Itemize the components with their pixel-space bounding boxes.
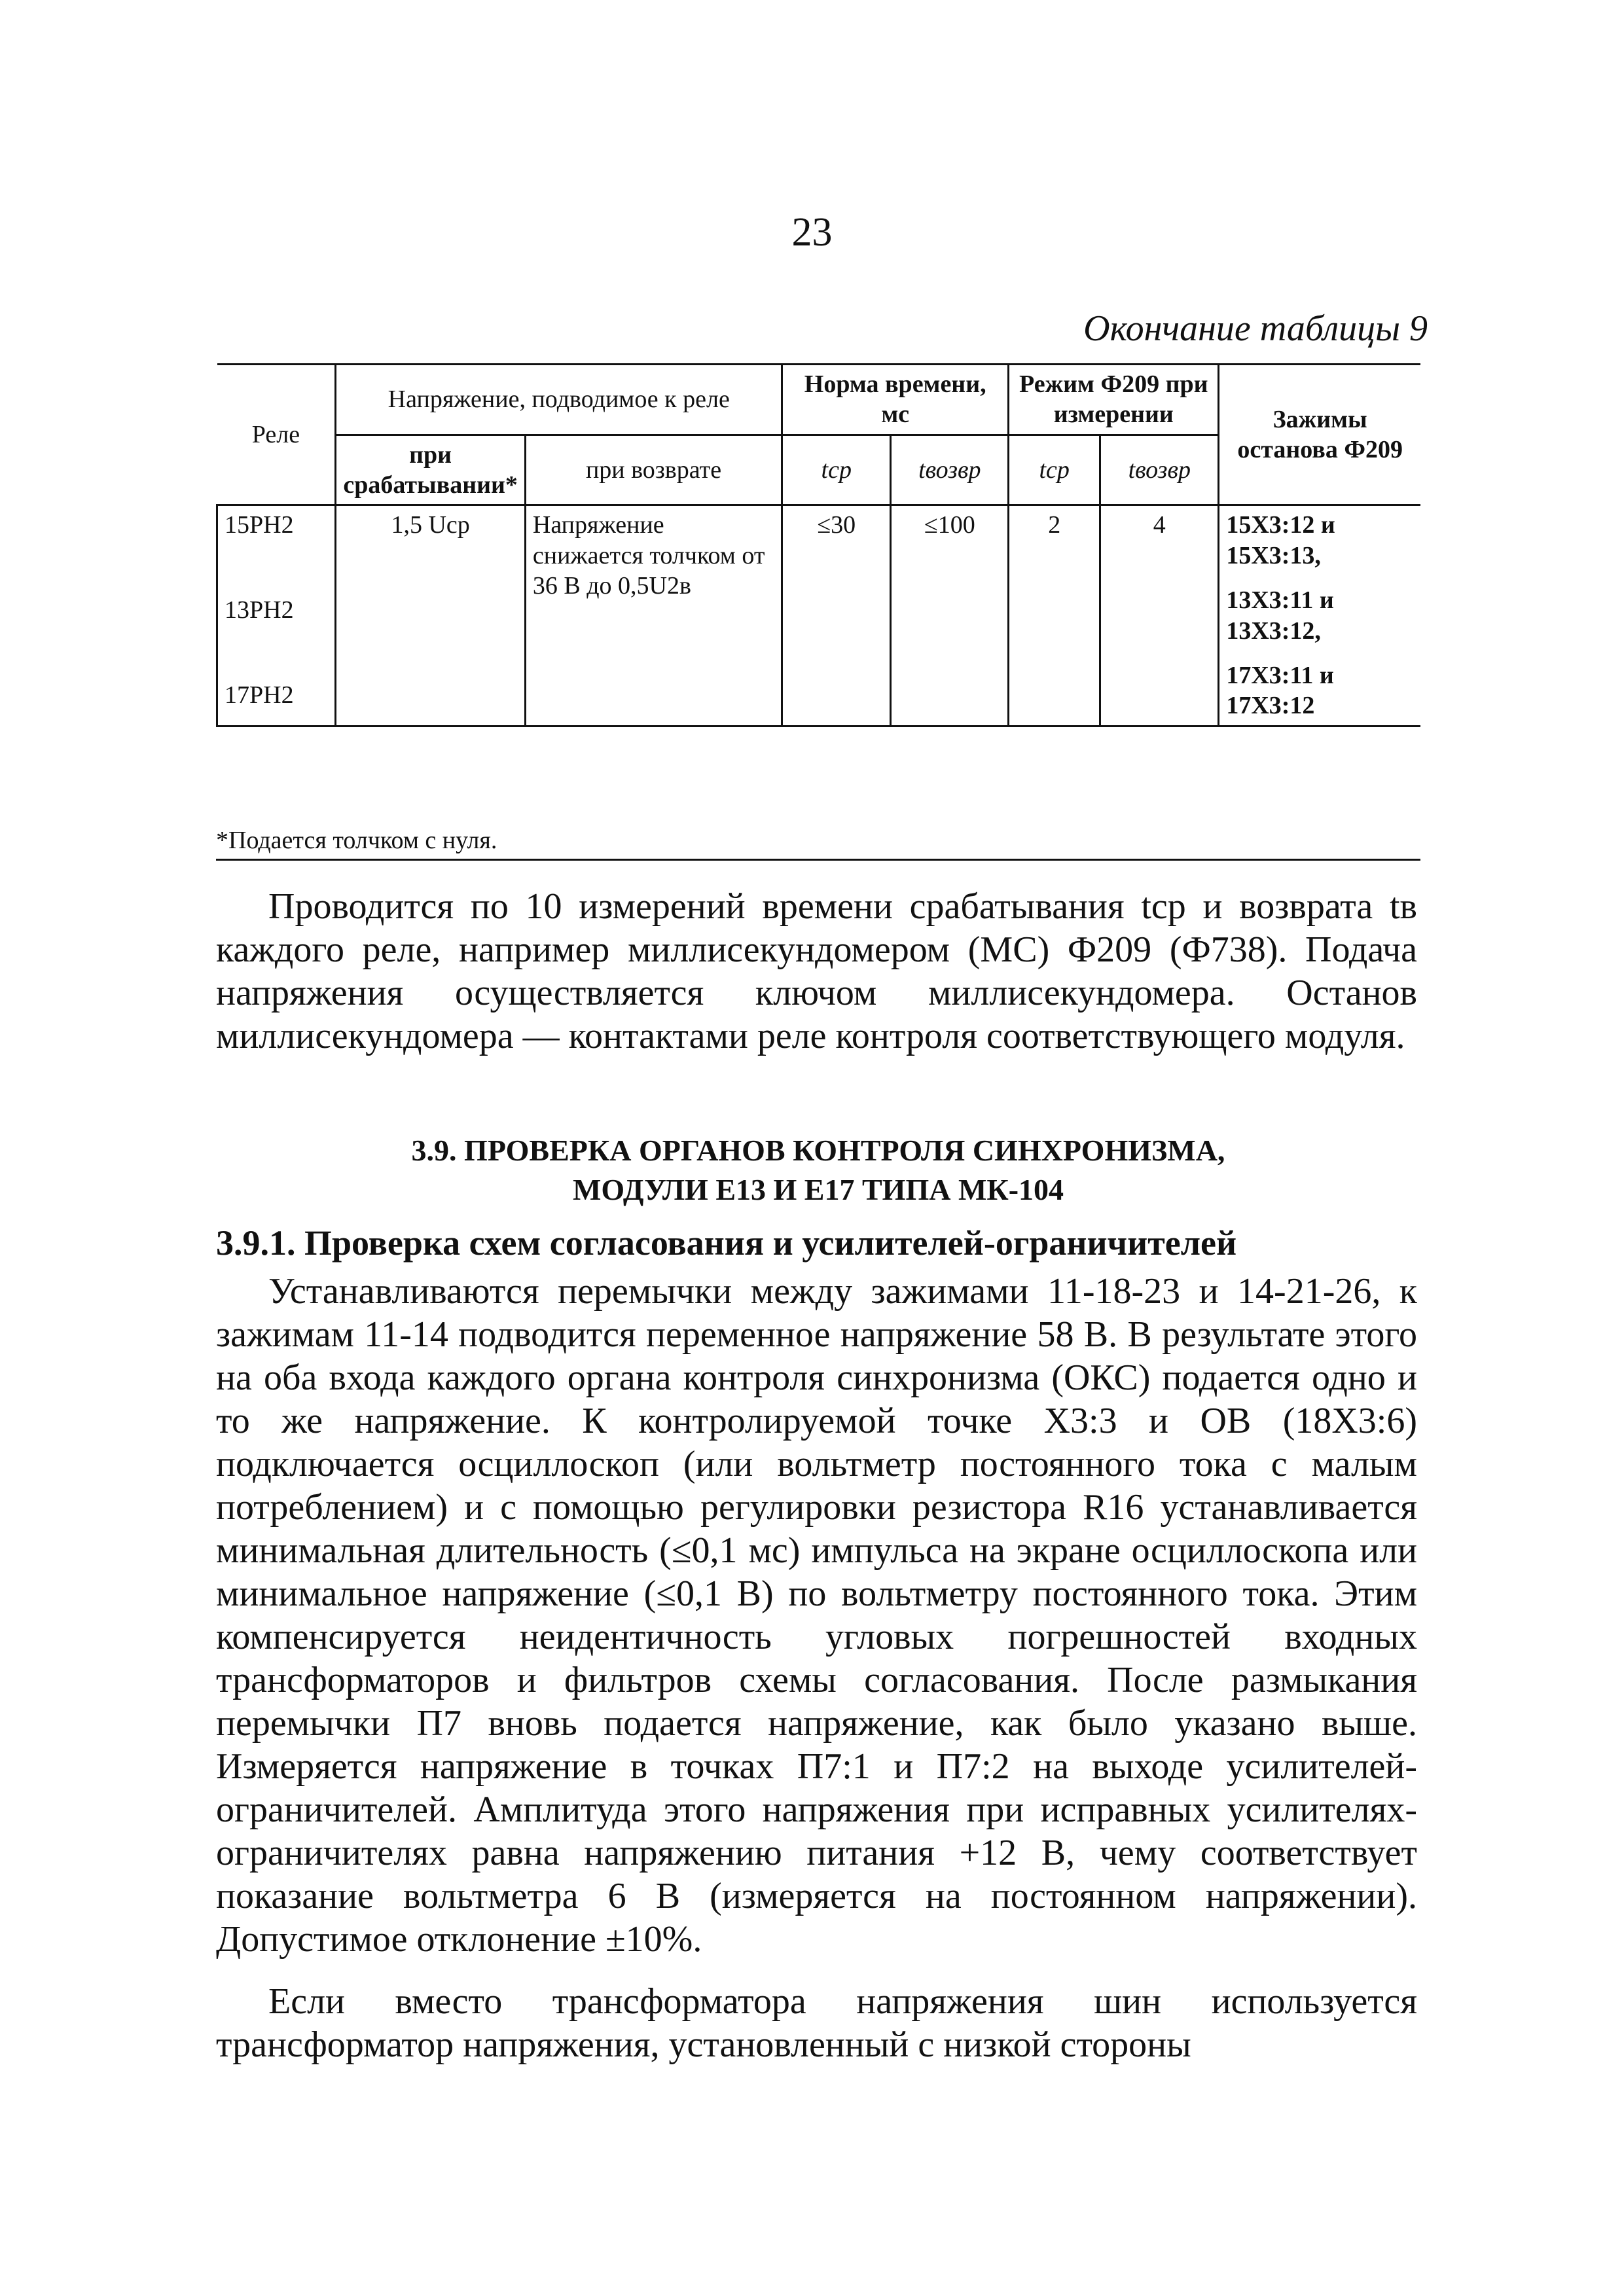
header-time-norm-tcp: tср [782, 435, 891, 505]
subsection-title: 3.9.1. Проверка схем согласования и усилителей-ограничителей [216, 1223, 1237, 1263]
voltage-operate-value: 1,5 Uср [336, 505, 526, 726]
table-footnote: *Подается толчком с нуля. [216, 826, 1420, 861]
section-title [216, 1131, 1420, 1210]
relay-name: 13РН2 [225, 596, 294, 624]
section-title-line-2: МОДУЛИ Е13 И Е17 ТИПА МК-104 [572, 1173, 1064, 1206]
header-time-norm-group: Норма времени, мс [782, 365, 1009, 435]
time-norm-tret-value: ≤100 [891, 505, 1009, 726]
terminal-line: 13Х3:12, [1226, 617, 1321, 645]
paragraph-3 [216, 1980, 1417, 2066]
terminal-group [1226, 660, 1414, 721]
paragraph-2-text: Устанавливаются перемычки между зажимами 11-18-23 и 14-21-26, к зажимам 11-14 подводится переменное напряжение 58 В. В результате этого на оба входа каждого органа контроля синхронизма (ОКС) подается одно и то же напряжение. К контролируемой точке Х3:3 и ОВ (18Х3:6) подключается осциллоскоп (или вольтметр постоянного тока с малым потреблением) и с помощью регулировки резистора R16 устанавливается минимальная длительность (≤0,1 мс) импульса на экране осциллоскопа или минимальное напряжение (≤0,1 В) по вольтметру постоянного тока. Этим компенсируется неидентичность угловых погрешностей входных трансформаторов и фильтров схемы согласования. После размыкания перемычки П7 вновь подается напряжение, как было указано выше. Измеряется напряжение в точках П7:1 и П7:2 на выходе усилителей-ограничителей. Амплитуда этого напряжения при исправных усилителях-ограничителях равна напряжению питания +12 В, чему соответствует показание вольтметра 6 В (измеряется на постоянном напряжении). Допустимое отклонение ±10%. [216, 1271, 1417, 1960]
voltage-return-value: Напряжение снижается толчком от 36 В до 0,5U2в [525, 505, 782, 726]
header-time-norm-tret: tвозвр [891, 435, 1009, 505]
relay-list [217, 505, 336, 726]
terminal-line: 13Х3:11 и [1226, 586, 1334, 615]
terminal-line: 15Х3:13, [1226, 541, 1321, 569]
paragraph-1 [216, 885, 1417, 1058]
terminal-group [1226, 510, 1414, 571]
terminal-group [1226, 585, 1414, 646]
page-number: 23 [791, 210, 833, 255]
header-mode-group: Режим Ф209 при измерении [1009, 365, 1219, 435]
section-title-line-1: 3.9. ПРОВЕРКА ОРГАНОВ КОНТРОЛЯ СИНХРОНИЗМА, [411, 1134, 1225, 1167]
relay-name: 15РН2 [225, 511, 294, 539]
header-terminals: Зажимы останова Ф209 [1219, 365, 1420, 505]
paragraph-3-text: Если вместо трансформатора напряжения шин используется трансформатор напряжения, установленный с низкой стороны [216, 1981, 1417, 2065]
header-mode-tcp: tср [1009, 435, 1100, 505]
header-voltage-operate: при срабатывании* [336, 435, 526, 505]
header-relay: Реле [217, 365, 336, 505]
time-norm-tcp-value: ≤30 [782, 505, 891, 726]
table-caption: Окончание таблицы 9 [1083, 308, 1428, 349]
mode-tret-value: 4 [1100, 505, 1219, 726]
paragraph-1-text: Проводится по 10 измерений времени срабатывания tср и возврата tв каждого реле, например миллисекундомером (МС) Ф209 (Ф738). Подача напряжения осуществляется ключом миллисекундомера. Останов миллисекундомера — контактами реле контроля соответствующего модуля. [216, 886, 1417, 1056]
terminals-list [1219, 505, 1420, 726]
terminal-line: 17Х3:12 [1226, 692, 1315, 720]
header-voltage-group: Напряжение, подводимое к реле [336, 365, 782, 435]
relay-table [216, 363, 1420, 727]
paragraph-2 [216, 1270, 1417, 1961]
header-mode-tret: tвозвр [1100, 435, 1219, 505]
header-voltage-return: при возврате [525, 435, 782, 505]
terminal-line: 15Х3:12 и [1226, 511, 1335, 539]
relay-name: 17РН2 [225, 681, 294, 709]
mode-tcp-value: 2 [1009, 505, 1100, 726]
terminal-line: 17Х3:11 и [1226, 661, 1334, 689]
